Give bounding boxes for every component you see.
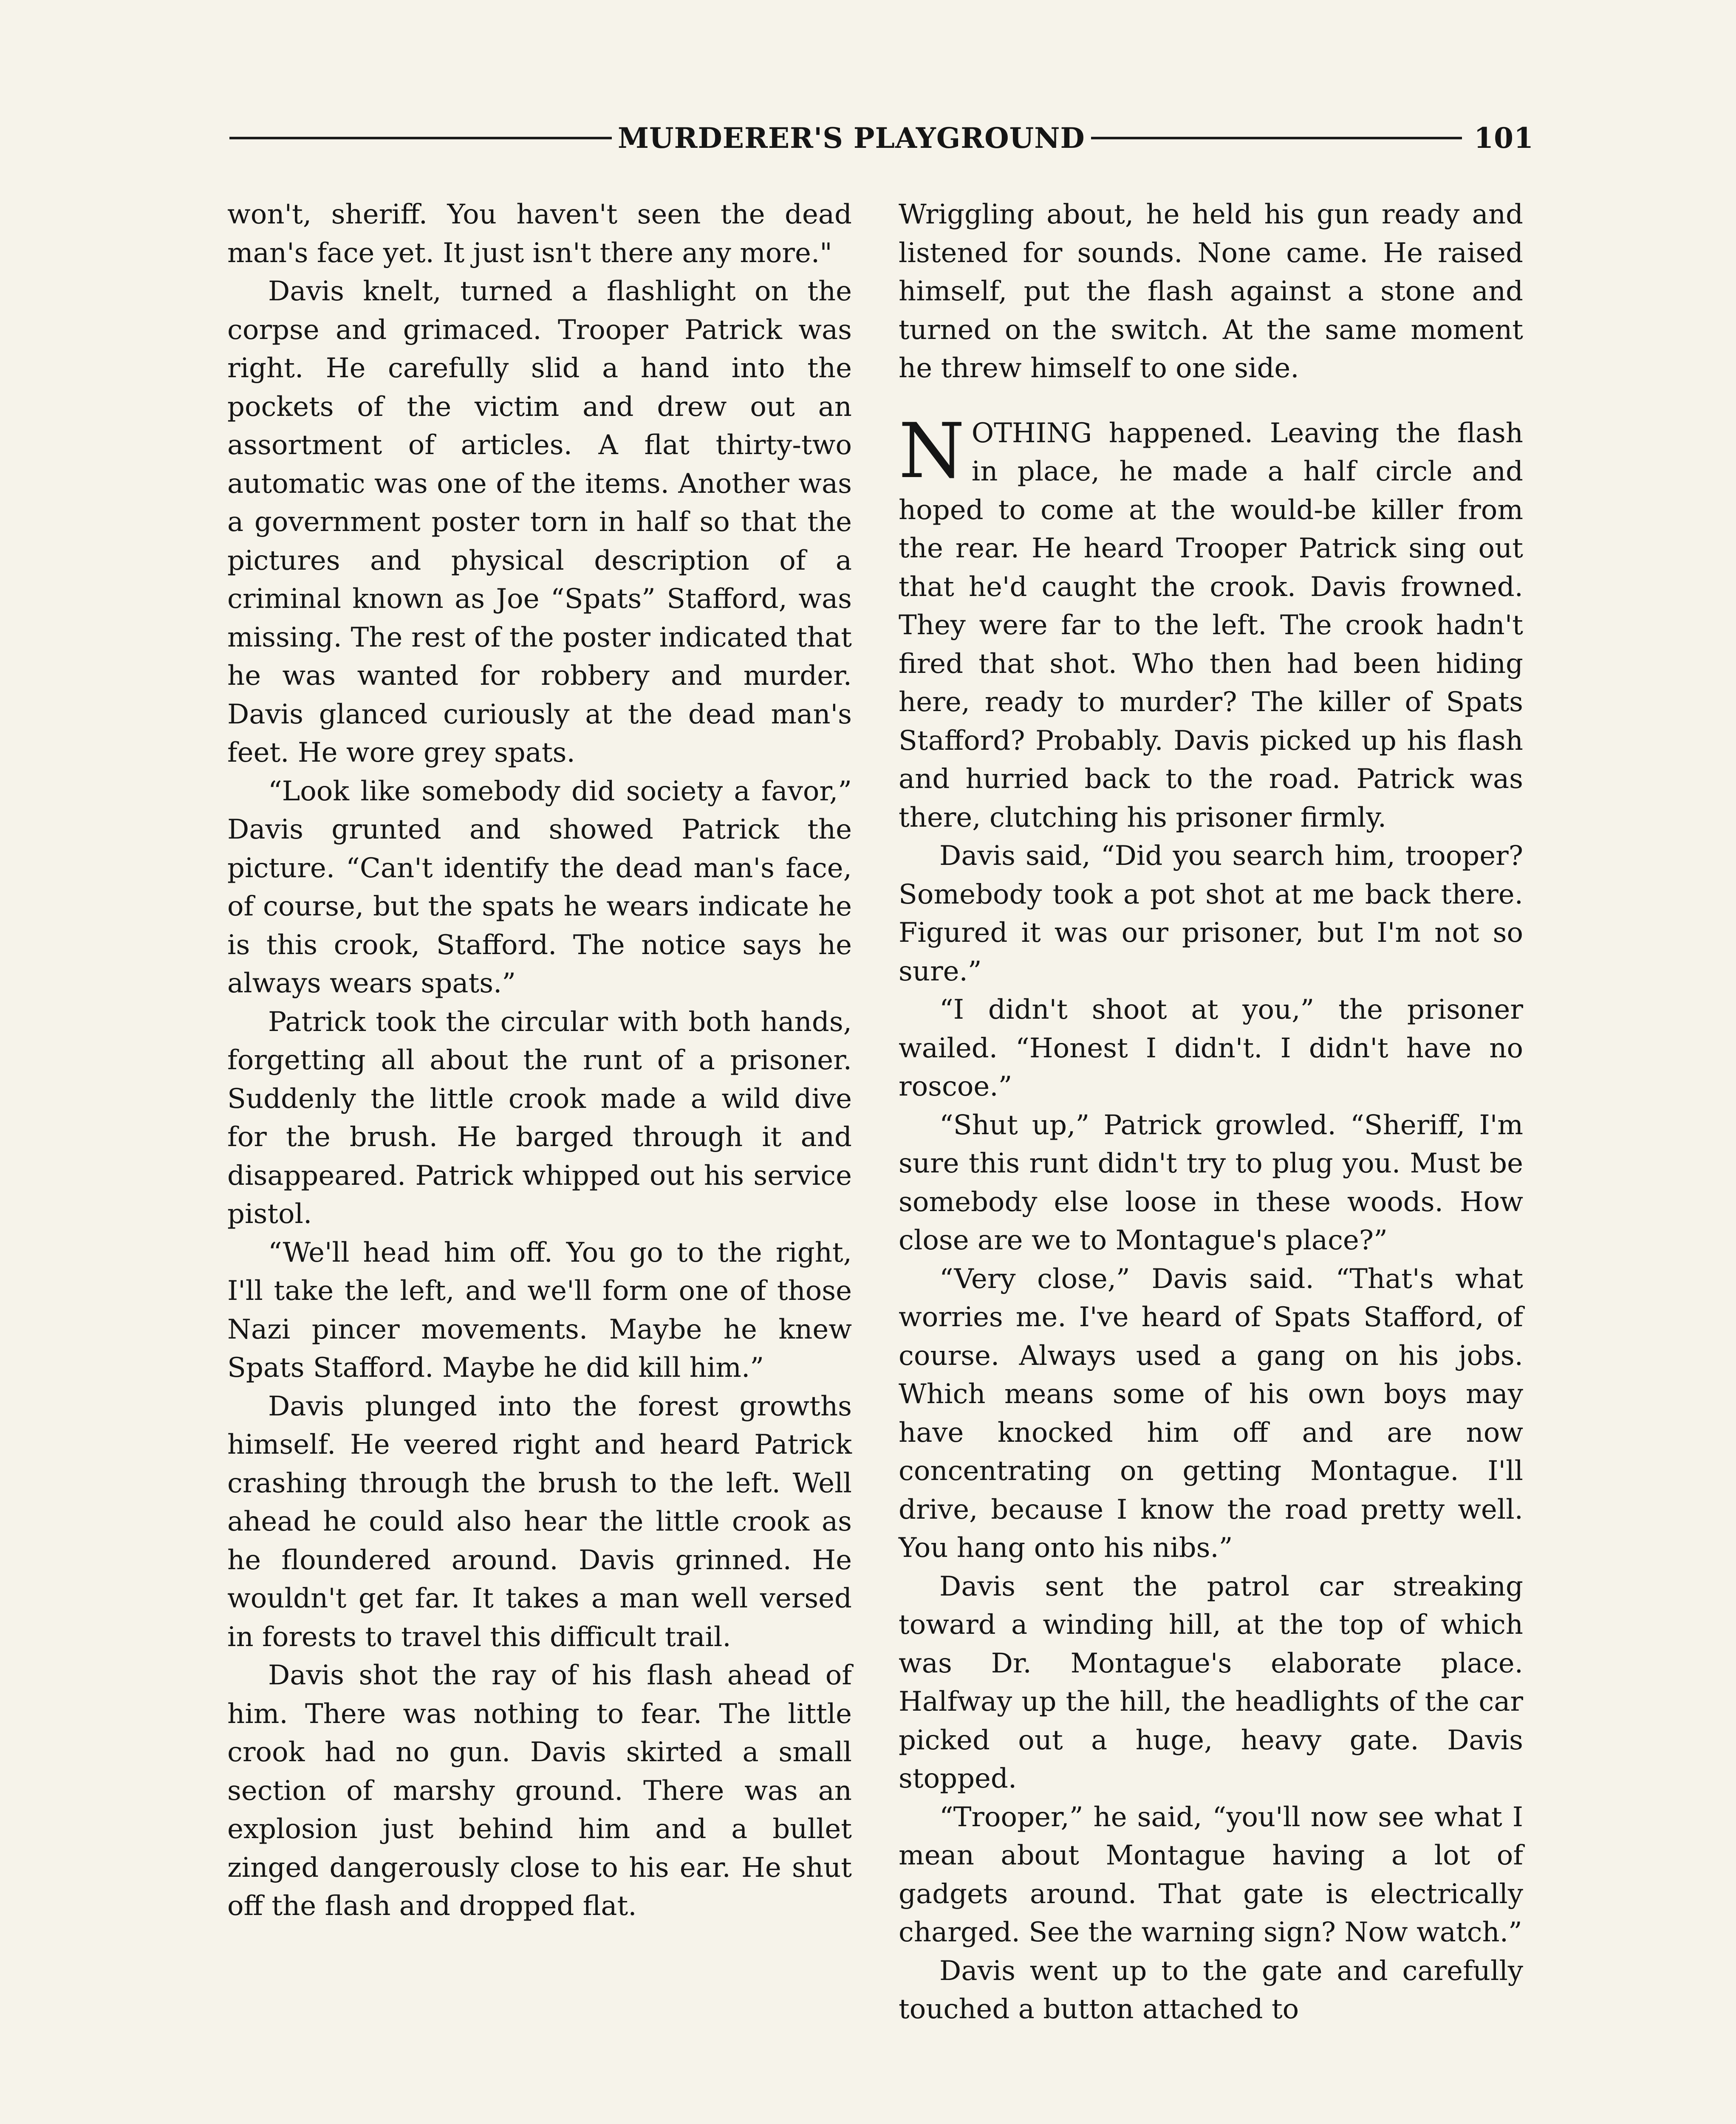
paragraph-text: happened. Leaving the flash in place, he made a half circle and hoped to come at the would-be killer from the rear. He heard Trooper Patrick sing out that he'd caught the crook. Davis frowned. They were far to the left. The crook hadn't fired that shot. Who then had been hiding here, ready to murder? The killer of Spats Stafford? Probably. Davis picked up his flash and hurried back to the road. Patrick was there, clutching his prisoner firmly. [899,417,1523,833]
running-title: MURDERER'S PLAYGROUND [618,121,1085,155]
header-rule-right [1091,137,1462,139]
section-opening-paragraph [899,407,1523,837]
paragraph: Davis knelt, turned a flashlight on the corpse and grimaced. Trooper Patrick was right. He carefully slid a hand into the pockets of the victim and drew out an assortment of articles. A flat thirty-two automatic was one of the items. Another was a government poster torn in half so that the pictures and physical description of a criminal known as Joe “Spats” Stafford, was missing. The rest of the poster indicated that he was wanted for robbery and murder. Davis glanced curiously at the dead man's feet. He wore grey spats. [227,276,852,768]
left-column [227,195,852,1926]
paragraph: “Very close,” Davis said. “That's what worries me. I've heard of Spats Stafford, of course. Always used a gang on his jobs. Which means some of his own boys may have knocked him off and are now concentrating on getting Montague. I'll drive, because I know the road pretty well. You hang onto his nibs.” [899,1263,1523,1564]
paragraph: Wriggling about, he held his gun ready and listened for sounds. None came. He raised himself, put the flash against a stone and turned on the switch. At the same moment he threw himself to one side. [899,199,1523,384]
page-number: 101 [1474,121,1534,155]
paragraph: “Trooper,” he said, “you'll now see what I mean about Montague having a lot of gadgets around. That gate is electrically charged. See the warning sign? Now watch.” [899,1801,1523,1948]
paragraph: Patrick took the circular with both hands, forgetting all about the runt of a prisoner. Suddenly the little crook made a wild dive for the brush. He barged through it and disappeared. Patrick whipped out his service pistol. [227,1006,852,1230]
drop-cap: N [899,407,965,495]
paragraph: Davis plunged into the forest growths himself. He veered right and heard Patrick crashing through the brush to the left. Well ahead he could also hear the little crook as he floundered around. Davis grinned. He wouldn't get far. It takes a man well versed in forests to travel this difficult trail. [227,1390,852,1653]
paragraph: won't, sheriff. You haven't seen the dead man's face yet. It just isn't there any more." [227,199,852,269]
paragraph: “Look like somebody did society a favor,” Davis grunted and showed Patrick the picture. “Can't identify the dead man's face, of course, but the spats he wears indicate he is this crook, Stafford. The notice says he always wears spats.” [227,775,852,999]
paragraph: Davis shot the ray of his flash ahead of him. There was nothing to fear. The little crook had no gun. Davis skirted a small section of marshy ground. There was an explosion just behind him and a bullet zinged dangerously close to his ear. He shut off the flash and dropped flat. [227,1660,852,1922]
paragraph: “I didn't shoot at you,” the prisoner wailed. “Honest I didn't. I didn't have no roscoe.” [899,994,1523,1102]
right-column [899,195,1523,2029]
running-header [229,115,1534,161]
paragraph: Davis said, “Did you search him, trooper? Somebody took a pot shot at me back there. Figured it was our prisoner, but I'm not so sure.” [899,840,1523,987]
paragraph: “We'll head him off. You go to the right, I'll take the left, and we'll form one of those Nazi pincer movements. Maybe he knew Spats Stafford. Maybe he did kill him.” [227,1237,852,1384]
header-rule-left [229,137,612,139]
paragraph: Davis went up to the gate and carefully touched a button attached to [899,1955,1523,2025]
opening-word: OTHING [971,417,1092,449]
paragraph: “Shut up,” Patrick growled. “Sheriff, I'm sure this runt didn't try to plug you. Must be somebody else loose in these woods. How close are we to Montague's place?” [899,1109,1523,1256]
paragraph: Davis sent the patrol car streaking toward a winding hill, at the top of which was Dr. Montague's elaborate place. Halfway up the hill, the headlights of the car picked out a huge, heavy gate. Davis stopped. [899,1570,1523,1794]
